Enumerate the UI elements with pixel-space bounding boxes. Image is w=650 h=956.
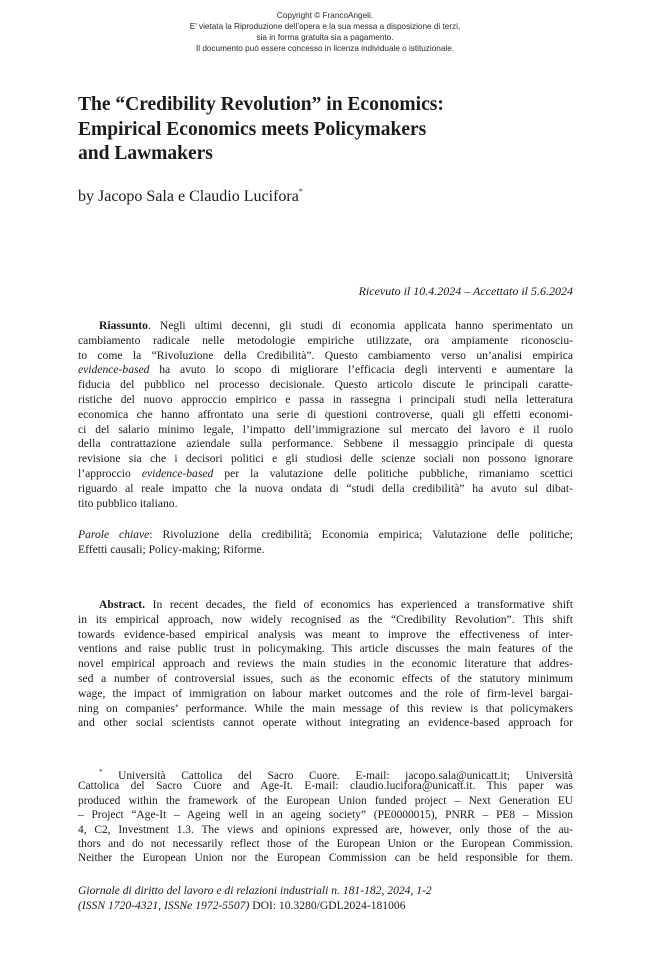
riassunto-text: l’approccio bbox=[78, 466, 142, 480]
author-byline bbox=[78, 182, 303, 207]
riassunto-line: cambiamento radicale nelle metodologie empiriche utilizzate, ora ampiamente riconosciu- bbox=[78, 333, 573, 347]
author-footnote-mark: * bbox=[298, 187, 303, 196]
article-title bbox=[78, 93, 578, 167]
footnote-line: 4, C2, Investment 1.3. The views and opinions expressed are, however, only those of the au- bbox=[78, 823, 573, 836]
riassunto-line: economica che hanno affrontato una serie di questioni controverse, quali gli effetti economi- bbox=[78, 407, 573, 421]
copyright-line: Il documento può essere concesso in licenza individuale o istituzionale. bbox=[195, 44, 455, 53]
title-line: and Lawmakers bbox=[78, 143, 213, 164]
footnote-line bbox=[78, 765, 573, 782]
received-accepted-dates: Ricevuto il 10.4.2024 – Accettato il 5.6.2024 bbox=[358, 284, 573, 298]
keywords-label: Parole chiave bbox=[78, 528, 150, 541]
copyright-line: E’ vietata la Riproduzione dell’opera e la sua messa a disposizione di terzi, bbox=[189, 22, 461, 31]
journal-line: Giornale di diritto del lavoro e di relazioni industriali n. 181-182, 2024, 1-2 bbox=[78, 884, 432, 897]
abstract-line: in its empirical approach, now widely recognised as the “Credibility Revolution”. This shift bbox=[78, 612, 573, 626]
riassunto-line: della contrattazione aziendale sulla performance. Sebbene il messaggio principale di questa bbox=[78, 437, 573, 451]
journal-citation bbox=[78, 883, 573, 913]
journal-line bbox=[78, 898, 573, 913]
abstract-line: sed a number of controversial issues, such as the economic effects of the statutory minimum bbox=[78, 671, 573, 685]
journal-doi: DOI: 10.3280/GDL2024-181006 bbox=[249, 899, 406, 912]
copyright-line: sia in forma gratuita sia a pagamento. bbox=[256, 33, 394, 42]
riassunto-line: to come la “Rivoluzione della Credibilità”. Questo cambiamento verso un’analisi empirica bbox=[78, 348, 573, 362]
title-line: Empirical Economics meets Policymakers bbox=[78, 118, 427, 140]
footnote-mark: * bbox=[99, 768, 103, 776]
copyright-notice bbox=[0, 10, 650, 54]
abstract-text: In recent decades, the field of economics has experienced a transformative shift bbox=[145, 598, 573, 611]
abstract-paragraph bbox=[78, 598, 573, 731]
riassunto-line: fiducia del pubblico nel processo decisionale. Questo articolo discute le principali caratte- bbox=[78, 378, 573, 392]
italic-term: evidence-based bbox=[141, 466, 214, 480]
copyright-line: Copyright © FrancoAngeli. bbox=[276, 11, 374, 20]
footnote-line: thors and do not necessarily reflect those of the European Union or the European Commission. bbox=[78, 837, 573, 850]
riassunto-line: revisione sia che i decisori politici e gli studiosi delle scienze sociali non possono ignorare bbox=[78, 452, 573, 466]
footnote-text: Università Cattolica del Sacro Cuore. E-mail: jacopo.sala@unicatt.it; Università bbox=[102, 770, 573, 782]
italic-term: evidence-based bbox=[78, 363, 150, 377]
keywords-text: : Rivoluzione della credibilità; Economia empirica; Valutazione delle politiche; bbox=[149, 528, 573, 541]
riassunto-line bbox=[78, 363, 573, 378]
abstract-line: towards evidence-based empirical analysis was meant to improve the effectiveness of inter- bbox=[78, 627, 573, 641]
riassunto-paragraph bbox=[78, 319, 573, 511]
keywords-line bbox=[78, 528, 573, 543]
riassunto-line: riguardo al reale impatto che la nuova ondata di “studi della credibilità” ha avuto sul dibat- bbox=[78, 481, 573, 495]
author-names: by Jacopo Sala e Claudio Lucifora bbox=[78, 188, 299, 205]
footnote-line: produced within the framework of the European Union funded project – Next Generation EU bbox=[78, 794, 573, 807]
footnote-line: Cattolica del Sacro Cuore and Age-It. E-mail: claudio.lucifora@unicatt.it. This paper was bbox=[78, 780, 573, 793]
riassunto-text: ha avuto lo scopo di migliorare l’efficacia degli interventi e aumentare la bbox=[149, 363, 573, 377]
abstract-line: and other social scientists cannot operate without integrating an evidence-based approach for bbox=[78, 716, 573, 730]
riassunto-line: ci del salario minimo legale, l’impatto dell’immigrazione sul mercato del lavoro e il ruolo bbox=[78, 422, 573, 436]
footnote-line: Neither the European Union nor the European Commission can be held responsible for them. bbox=[78, 852, 573, 865]
riassunto-text: . Negli ultimi decenni, gli studi di economia applicata hanno sperimentato un bbox=[147, 319, 573, 332]
riassunto-line bbox=[78, 319, 573, 334]
keywords-line: Effetti causali; Policy-making; Riforme. bbox=[78, 542, 265, 556]
title-line: The “Credibility Revolution” in Economics: bbox=[78, 94, 444, 115]
journal-issn: (ISSN 1720-4321, ISSNe 1972-5507) bbox=[78, 899, 250, 912]
riassunto-line: tito pubblico italiano. bbox=[78, 496, 178, 510]
riassunto-line bbox=[78, 467, 573, 482]
abstract-line: wage, the impact of immigration on labour market outcomes and the role of firm-level bargai- bbox=[78, 686, 573, 700]
abstract-line bbox=[78, 598, 573, 613]
author-footnote bbox=[78, 765, 573, 866]
footnote-line: – Project “Age-It – Ageing well in an ageing society” (PE0000015), PNRR – PE8 – Mission bbox=[78, 809, 573, 822]
riassunto-text: per la valutazione delle politiche pubbliche, rimaniamo scettici bbox=[213, 466, 573, 480]
abstract-line: ventions and raise public trust in policymaking. This article discusses the main features of the bbox=[78, 642, 573, 656]
keywords-paragraph bbox=[78, 528, 573, 558]
riassunto-label: Riassunto bbox=[99, 319, 148, 332]
abstract-line: novel empirical approach and reviews the main studies in the economic literature that addres- bbox=[78, 657, 573, 671]
riassunto-line: ristiche del nuovo approccio empirico e passa in rassegna i principali studi nella letteratura bbox=[78, 392, 573, 406]
abstract-line: ning on companies’ performance. While the main message of this review is that policymakers bbox=[78, 701, 573, 715]
abstract-label: Abstract. bbox=[99, 598, 146, 611]
